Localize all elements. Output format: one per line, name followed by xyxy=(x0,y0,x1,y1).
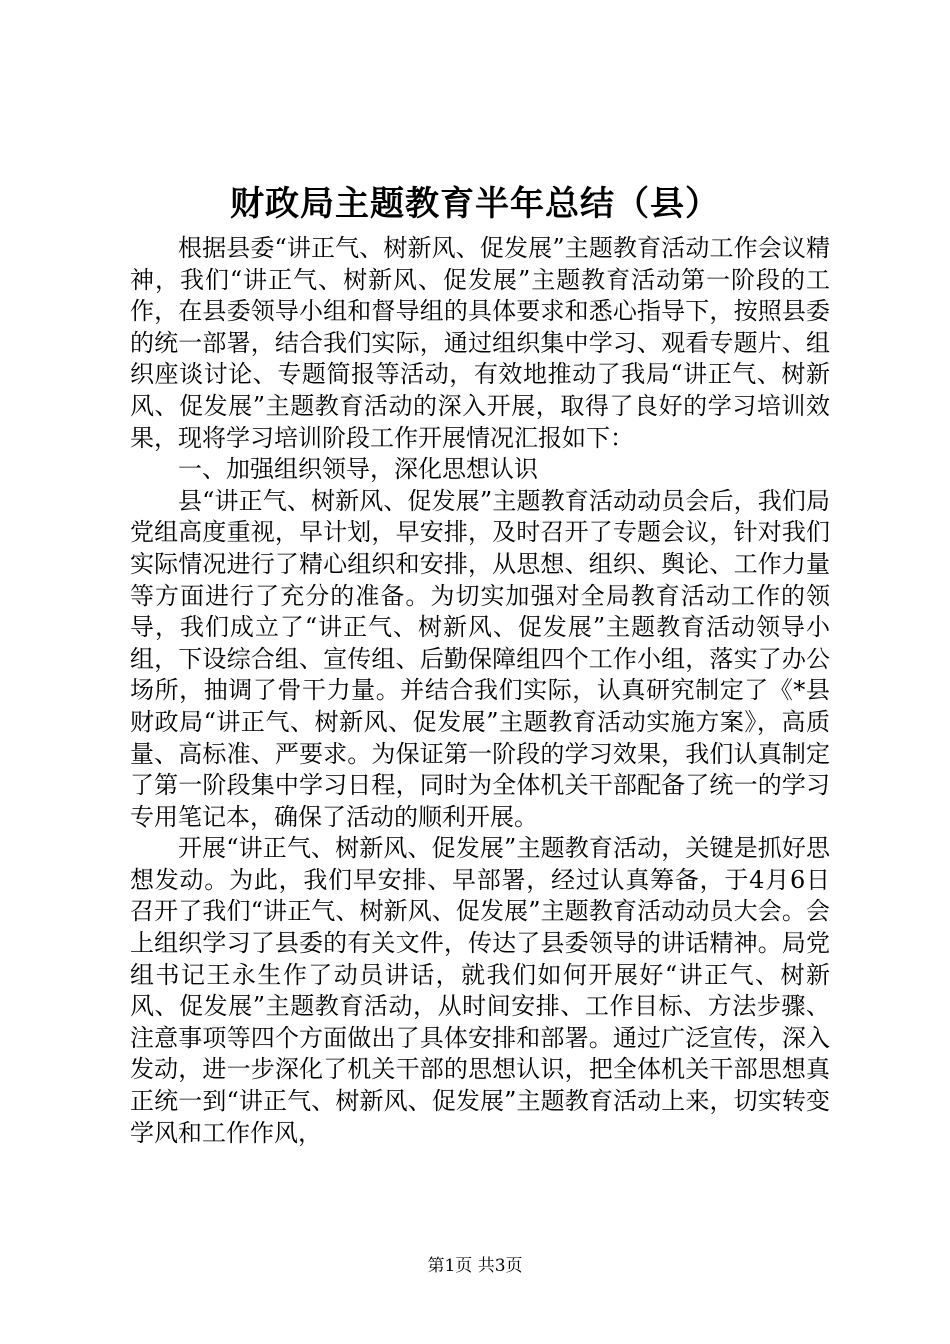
paragraph-intro: 根据县委“讲正气、树新风、促发展”主题教育活动工作会议精神，我们“讲正气、树新风、促发展”主题教育活动第一阶段的工作，在县委领导小组和督导组的具体要求和悉心指导下，按照县委的统一部署，结合我们实际，通过组织集中学习、观看专题片、组织座谈讨论、专题简报等活动，有效地推动了我局“讲正气、树新风、促发展”主题教育活动的深入开展，取得了良好的学习培训效果，现将学习培训阶段工作开展情况汇报如下： xyxy=(130,234,830,452)
section-heading-1: 一、加强组织领导，深化思想认识 xyxy=(178,455,538,484)
document-title: 财政局主题教育半年总结（县） xyxy=(230,184,720,224)
page-footer: 第1页 共3页 xyxy=(427,1256,523,1276)
document-body xyxy=(130,233,830,1149)
paragraph-organization: 县“讲正气、树新风、促发展”主题教育活动动员会后，我们局党组高度重视，早计划，早安排，及时召开了专题会议，针对我们实际情况进行了精心组织和安排，从思想、组织、舆论、工作力量等方面进行了充分的准备。为切实加强对全局教育活动工作的领导，我们成立了“讲正气、树新风、促发展”主题教育活动领导小组，下设综合组、宣传组、后勤保障组四个工作小组，落实了办公场所，抽调了骨干力量。并结合我们实际，认真研究制定了《*县财政局“讲正气、树新风、促发展”主题教育活动实施方案》，高质量、高标准、严要求。为保证第一阶段的学习效果，我们认真制定了第一阶段集中学习日程，同时为全体机关干部配备了统一的学习专用笔记本，确保了活动的顺利开展。 xyxy=(130,486,830,831)
paragraph-mobilization: 开展“讲正气、树新风、促发展”主题教育活动，关键是抓好思想发动。为此，我们早安排、早部署，经过认真筹备，于4月6日召开了我们“讲正气、树新风、促发展”主题教育活动动员大会。会上组织学习了县委的有关文件，传达了县委领导的讲话精神。局党组书记王永生作了动员讲话，就我们如何开展好“讲正气、树新风、促发展”主题教育活动，从时间安排、工作目标、方法步骤、注意事项等四个方面做出了具体安排和部署。通过广泛宣传，深入发动，进一步深化了机关干部的思想认识，把全体机关干部思想真正统一到“讲正气、树新风、促发展”主题教育活动上来，切实转变学风和工作作风， xyxy=(130,834,830,1147)
